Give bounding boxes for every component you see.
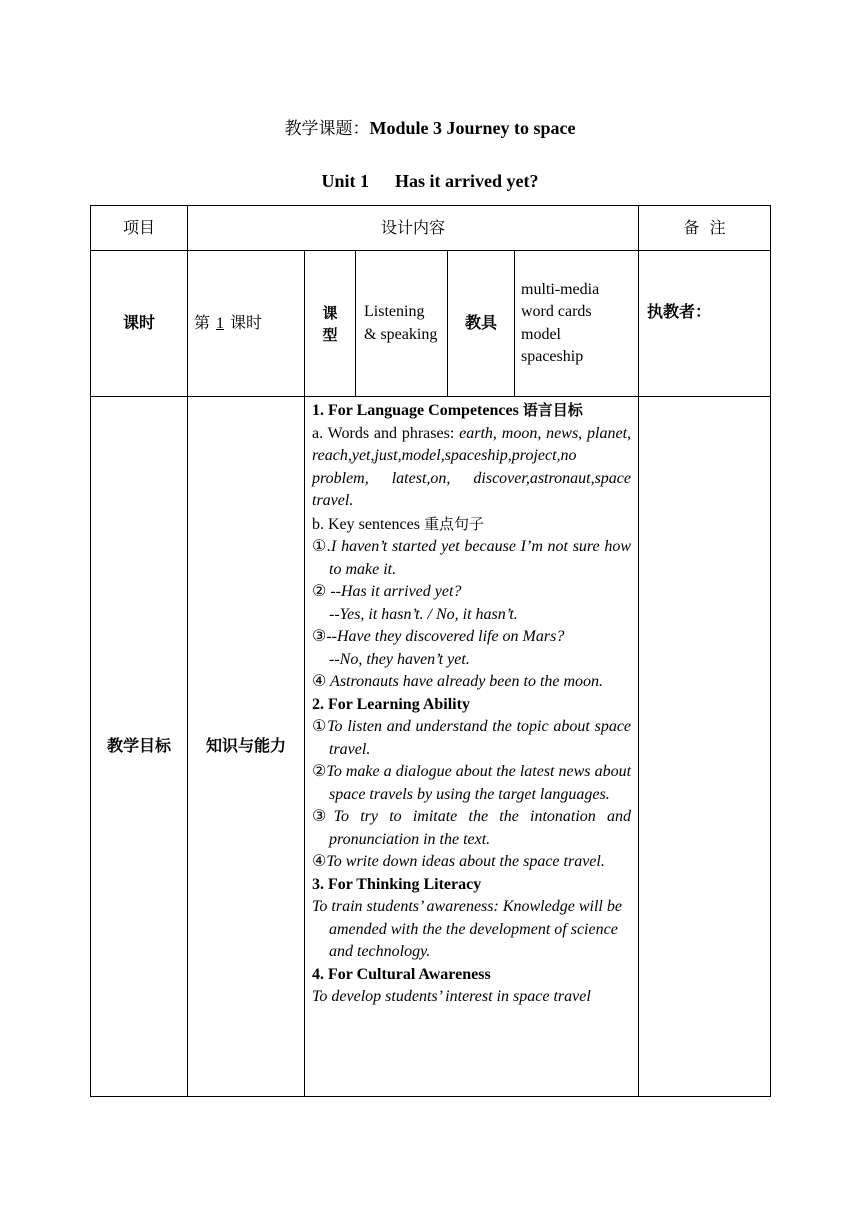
unit-title	[0, 171, 860, 192]
teaching-tools-label: 教具	[448, 251, 515, 397]
section-thinking-heading: 3. For Thinking Literacy	[312, 875, 482, 893]
lesson-topic-title	[0, 114, 860, 139]
header-item: 项目	[91, 206, 188, 251]
topic-label: 教学课题：	[284, 119, 370, 139]
section-language-heading: 1. For Language Competences 语言目标	[312, 401, 583, 419]
teaching-tools-list	[515, 251, 639, 397]
thinking-goal: To train students’ awareness: Knowledge will be amended with the the development of science and technology.	[312, 898, 622, 960]
key-sentence: ①.I haven’t started yet because I’m not sure how to make it.	[312, 538, 632, 578]
lesson-plan-table	[90, 205, 771, 1097]
tool-item: multi-media	[521, 280, 600, 298]
section-cultural-heading: 4. For Cultural Awareness	[312, 965, 491, 983]
key-sentences-label: b. Key sentences 重点句子	[312, 514, 484, 533]
unit-number: Unit 1	[321, 171, 370, 191]
section-learning-heading: 2. For Learning Ability	[312, 695, 470, 713]
cultural-goal: To develop students’ interest in space travel	[312, 988, 591, 1005]
module-title: Module 3 Journey to space	[369, 118, 576, 138]
learning-goal: ②To make a dialogue about the latest news about space travels by using the target languages.	[312, 763, 632, 803]
lesson-type-label: 课型	[305, 251, 356, 397]
period-value: 第 1 课时	[188, 251, 305, 397]
tool-item: word cards	[521, 303, 592, 320]
period-row	[91, 251, 771, 397]
key-sentence-answer: --Yes, it hasn’t. / No, it hasn’t.	[329, 605, 518, 623]
learning-goal: ④To write down ideas about the space travel.	[312, 853, 605, 870]
lesson-title: Has it arrived yet?	[395, 171, 539, 191]
period-label: 课时	[91, 251, 188, 397]
lesson-type-value: Listening & speaking	[356, 251, 448, 397]
header-notes: 备 注	[639, 206, 771, 251]
goals-label: 教学目标	[91, 397, 188, 1097]
learning-goal: ③To try to imitate the the intonation and pronunciation in the text.	[312, 808, 632, 848]
key-sentence-answer: --No, they haven’t yet.	[329, 650, 470, 668]
header-row	[91, 206, 771, 251]
goals-sublabel: 知识与能力	[188, 397, 305, 1097]
goals-content	[305, 397, 639, 1097]
key-sentence: ② --Has it arrived yet?	[312, 583, 462, 600]
key-sentence: ④ Astronauts have already been to the moon.	[312, 673, 604, 690]
teacher-label: 执教者：	[639, 251, 771, 397]
tool-item: spaceship	[521, 348, 584, 365]
period-number: 1	[216, 314, 225, 332]
goals-notes	[639, 397, 771, 1097]
header-design: 设计内容	[188, 206, 639, 251]
key-sentence: ③--Have they discovered life on Mars?	[312, 628, 565, 645]
tool-item: model	[521, 325, 561, 343]
words-phrases: a. Words and phrases: earth, moon, news, planet, reach,yet,just,model,spaceship,project,no problem, latest,on, discover,astronaut,space travel.	[312, 424, 632, 509]
learning-goal: ①To listen and understand the topic about space travel.	[312, 718, 632, 758]
goals-row	[91, 397, 771, 1097]
